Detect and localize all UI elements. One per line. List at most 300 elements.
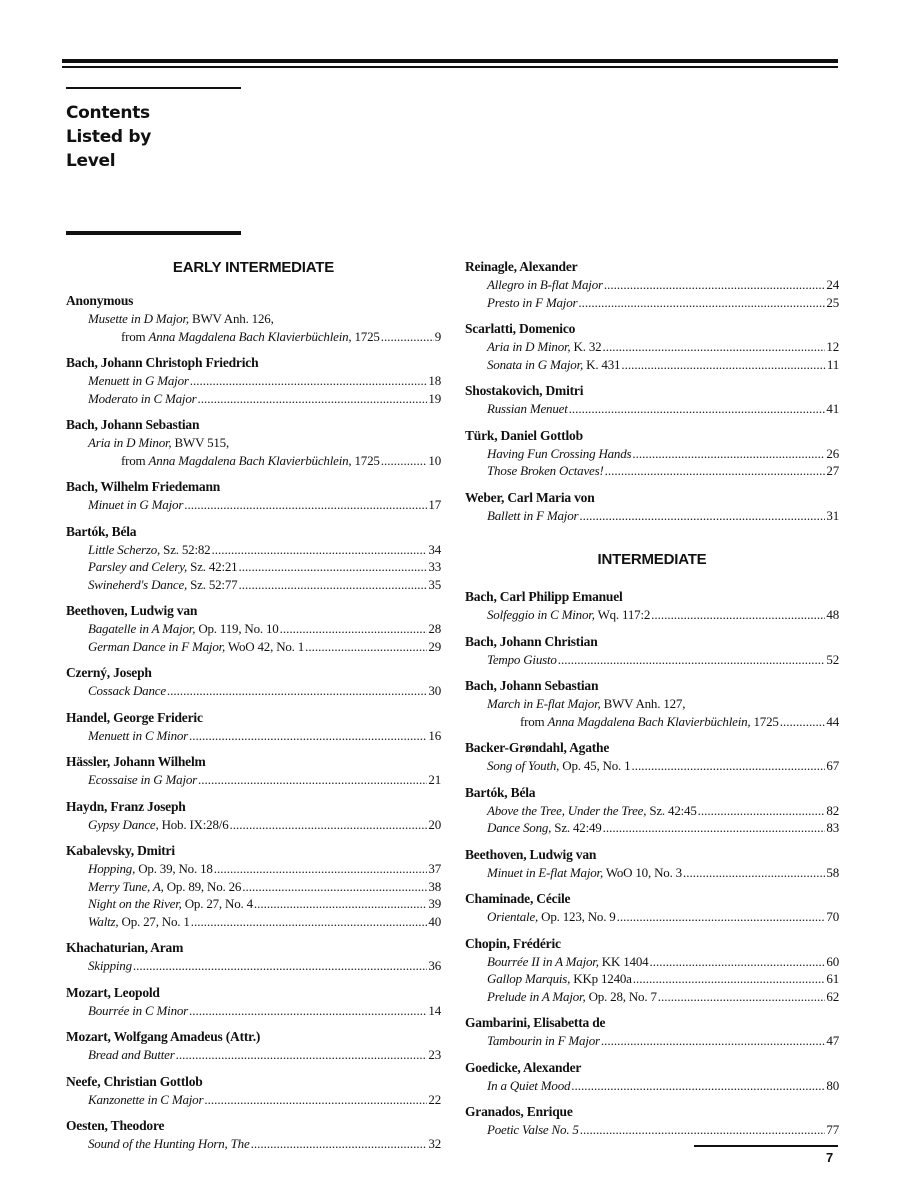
piece-title-italic: Dance Song, [487,820,552,835]
piece-title-italic: Minuet in G Major [88,497,184,512]
piece-title-italic: Solfeggio in C Minor, [487,607,595,622]
piece-title [88,878,241,896]
composer-name: Beethoven, Ludwig van [66,603,198,618]
composer-entry [465,320,839,373]
level-heading-intermediate: INTERMEDIATE [597,551,707,568]
piece-title-italic: Swineherd's Dance, [88,576,188,592]
piece-entry [465,462,839,480]
piece-entry [66,913,441,931]
piece-title [88,913,190,931]
piece-entry [66,1135,441,1153]
dot-leader [238,576,427,594]
piece-catalog: Op. 119, No. 10 [195,621,279,636]
piece-title-italic: Aria in D Minor, [487,339,571,354]
dot-leader [617,908,826,926]
piece-title-italic: Parsley and Celery, [88,559,188,574]
piece-title [88,541,210,559]
piece-entry [66,452,441,470]
page-ref: 35 [428,576,441,592]
composer-name: Bach, Johann Sebastian [465,678,599,693]
page-ref: 32 [428,1136,441,1151]
piece-catalog: Wq. 117:2 [594,607,651,622]
composer-entry [465,588,839,624]
dot-leader [238,558,427,576]
composer-name: Bach, Johann Christoph Friedrich [66,355,259,370]
composer-entry [66,602,441,655]
dot-leader [242,878,427,896]
piece-entry [66,434,441,452]
piece-catalog: Op. 27, No. 1 [118,913,190,929]
page-ref: 25 [826,294,839,310]
piece-title [88,434,229,452]
page-ref: 47 [826,1033,839,1048]
page-ref: 27 [826,463,839,478]
page-ref: 62 [826,988,839,1004]
piece-entry [66,620,441,638]
piece-entry [465,819,839,837]
dot-leader [602,338,825,356]
page-ref: 28 [428,621,441,636]
piece-catalog: Sz. 42:45 [646,802,697,818]
page-ref: 38 [428,878,441,894]
piece-entry [465,757,839,775]
section-rule [66,231,241,235]
composer-entry [465,489,839,525]
composer-entry [465,1103,839,1139]
piece-title-italic: In a Quiet Mood [487,1077,571,1093]
piece-title [487,695,685,713]
composer-name: Czerný, Joseph [66,665,152,680]
piece-title-italic: Night on the River, [88,896,182,911]
page-ref: 26 [826,445,839,461]
piece-title [88,638,304,656]
page-ref: 18 [428,373,441,388]
composer-name: Bartók, Béla [465,784,536,800]
composer-entry [66,798,441,834]
piece-entry [66,310,441,328]
composer-name: Mozart, Leopold [66,984,160,1000]
piece-title [88,860,213,878]
level-heading-early-intermediate: EARLY INTERMEDIATE [172,259,335,276]
page-ref: 17 [428,497,441,512]
piece-catalog: WoO 42, No. 1 [225,638,305,654]
piece-title-italic: Gallop Marquis, [487,971,571,986]
piece-entry [465,953,839,971]
piece-title-italic: Prelude in A Major, [487,988,586,1004]
page-ref: 29 [428,638,441,654]
piece-title-italic: Tempo Giusto [487,651,557,667]
piece-title [88,771,197,789]
composer-entry [66,292,441,345]
page-ref: 24 [826,277,839,292]
piece-source-prefix: from [121,452,149,468]
piece-entry [66,541,441,559]
piece-entry [465,651,839,669]
piece-entry [465,802,839,820]
piece-title-italic: Orientale, [487,909,539,924]
composer-entry [465,935,839,1006]
piece-title [487,988,657,1006]
piece-title [487,356,620,374]
piece-entry [66,895,441,913]
piece-catalog: Op. 27, No. 4 [181,896,253,911]
piece-title-italic: Menuett in C Minor [88,727,189,743]
piece-title [487,1077,570,1095]
composer-name: Goedicke, Alexander [465,1059,582,1075]
piece-title [487,651,557,669]
piece-entry [465,1121,839,1139]
composer-entry [465,258,839,311]
piece-title [88,957,132,975]
composer-list-right-early [465,258,839,524]
piece-catalog: Op. 45, No. 1 [559,758,631,773]
piece-title [487,606,650,624]
dot-leader [558,651,826,669]
page-ref: 22 [428,1091,441,1107]
piece-source-year: 1725 [750,713,779,729]
dot-leader [184,496,427,514]
piece-catalog: Op. 39, No. 18 [135,861,213,876]
composer-name: Haydn, Franz Joseph [66,798,186,814]
right-column [465,258,839,1148]
piece-source-title: Anna Magdalena Bach Klavierbüchlein, [148,328,352,344]
piece-title [88,390,197,408]
page-title-line-2: Listed by [66,127,152,147]
dot-leader [190,372,428,390]
composer-entry [465,427,839,480]
page-number: 7 [826,1150,834,1165]
composer-entry [66,1117,441,1153]
piece-catalog: Sz. 42:21 [187,559,238,574]
page-ref: 10 [428,452,441,468]
piece-catalog: K. 32 [570,339,602,354]
composer-name: Bach, Wilhelm Friedemann [66,479,221,494]
composer-name: Bach, Johann Sebastian [66,417,200,432]
composer-entry [66,523,441,594]
page-ref: 77 [826,1122,839,1137]
composer-entry [66,1028,441,1064]
dot-leader [603,819,826,837]
piece-entry [66,328,441,346]
page-ref: 16 [428,727,441,743]
composer-entry [465,784,839,837]
dot-leader [601,1032,825,1050]
piece-title-italic: Little Scherzo, [88,541,161,557]
composer-entry [66,1073,441,1109]
dot-leader [251,1135,428,1153]
piece-catalog: Sz. 42:49 [551,820,602,835]
composer-name: Anonymous [66,293,134,308]
left-column [66,258,441,1162]
piece-title [487,908,616,926]
dot-leader [683,864,825,882]
piece-title [487,864,682,882]
piece-catalog: Op. 89, No. 26 [163,878,242,894]
composer-entry [465,382,839,418]
piece-catalog: BWV Anh. 127, [600,696,686,711]
piece-entry [465,864,839,882]
dot-leader [780,713,826,731]
piece-title [487,802,697,820]
piece-title-italic: Bread and Butter [88,1047,175,1062]
dot-leader [605,462,826,480]
composer-entry [465,633,839,669]
page-ref: 44 [826,713,839,729]
piece-title-italic: Skipping [88,958,132,973]
piece-catalog: Sz. 52:82 [160,541,211,557]
piece-title-italic: Hopping, [88,861,136,876]
piece-entry [465,1032,839,1050]
page-title-line-3: Level [66,151,116,171]
page-ref: 11 [826,356,839,372]
piece-entry [66,771,441,789]
page-ref: 19 [428,390,441,406]
composer-name: Khachaturian, Aram [66,940,184,955]
piece-catalog: Op. 123, No. 9 [538,909,616,924]
piece-catalog: KK 1404 [598,953,649,969]
composer-name: Backer-Grøndahl, Agathe [465,740,610,755]
piece-title-italic: Song of Youth, [487,758,560,773]
piece-title-italic: Gypsy Dance, [88,816,159,832]
page-ref: 12 [826,339,839,354]
dot-leader [211,541,427,559]
composer-entry [66,753,441,789]
piece-entry [66,816,441,834]
page-ref: 39 [428,896,441,911]
page-ref: 23 [428,1047,441,1062]
piece-title [88,558,237,576]
page-ref: 21 [428,772,441,787]
dot-leader [198,771,427,789]
dot-leader [580,1121,826,1139]
piece-entry [465,356,839,374]
composer-list-left [66,292,441,1153]
composer-name: Türk, Daniel Gottlob [465,427,583,443]
piece-title [487,970,632,988]
piece-catalog: BWV 515, [171,435,230,450]
piece-title-italic: Cossack Dance [88,683,166,698]
dot-leader [176,1046,428,1064]
piece-source-title: Anna Magdalena Bach Klavierbüchlein, [148,452,352,468]
page-ref: 33 [428,559,441,574]
composer-entry [465,677,839,730]
composer-entry [465,1014,839,1050]
page-ref: 60 [826,953,839,969]
piece-entry [66,496,441,514]
piece-title [487,507,578,525]
page-ref: 30 [428,683,441,698]
page-ref: 58 [826,864,839,880]
piece-title [487,462,604,480]
piece-title [487,1121,579,1139]
piece-title [88,682,166,700]
piece-title [88,1002,188,1020]
piece-title-italic: Sound of the Hunting Horn, The [88,1136,250,1151]
piece-title-italic: Waltz, [88,913,119,929]
piece-catalog: KKp 1240a [570,971,632,986]
dot-leader [133,957,427,975]
piece-catalog: Op. 28, No. 7 [585,988,657,1004]
piece-entry [465,445,839,463]
page-ref: 82 [826,802,839,818]
composer-name: Hässler, Johann Wilhelm [66,754,206,769]
piece-entry [465,988,839,1006]
piece-title-italic: Musette in D Major, [88,311,189,326]
page-ref: 14 [428,1002,441,1018]
piece-entry [66,727,441,745]
page-ref: 36 [428,958,441,973]
piece-title [487,757,630,775]
page-ref: 80 [826,1077,839,1093]
piece-title-italic: Merry Tune, A, [88,878,164,894]
piece-title-italic: Aria in D Minor, [88,435,172,450]
dot-leader [280,620,428,638]
piece-entry [66,1046,441,1064]
composer-entry [66,939,441,975]
composer-name: Bach, Johann Christian [465,633,598,649]
dot-leader [230,816,428,834]
piece-title-italic: Bagatelle in A Major, [88,621,196,636]
composer-name: Mozart, Wolfgang Amadeus (Attr.) [66,1029,261,1044]
composer-name: Reinagle, Alexander [465,259,578,274]
piece-title-italic: Bourrée in C Minor [88,1002,189,1018]
piece-entry [66,860,441,878]
piece-title-italic: Tambourin in F Major [487,1033,600,1048]
piece-entry [465,400,839,418]
page-ref: 34 [428,541,441,557]
dot-leader [191,913,428,931]
dot-leader [254,895,427,913]
piece-title-italic: Presto in F Major [487,294,578,310]
composer-entry [66,842,441,930]
dot-leader [189,727,427,745]
piece-catalog: Sz. 52:77 [187,576,238,592]
piece-title [121,452,380,470]
piece-title-italic: Russian Menuet [487,401,568,416]
piece-source-year: 1725 [351,328,380,344]
piece-title [88,727,188,745]
composer-name: Chaminade, Cécile [465,891,571,906]
piece-title [487,276,603,294]
piece-title-italic: Minuet in E-flat Major, [487,864,603,880]
page-ref: 48 [826,607,839,622]
page-title-line-1: Contents [66,103,150,123]
dot-leader [214,860,428,878]
composer-name: Chopin, Frédéric [465,935,561,951]
dot-leader [569,400,826,418]
composer-name: Oesten, Theodore [66,1118,165,1133]
dot-leader [189,1002,427,1020]
piece-entry [66,1002,441,1020]
piece-entry [66,390,441,408]
piece-title [487,953,648,971]
piece-title [88,496,183,514]
piece-entry [66,1091,441,1109]
piece-title [487,294,577,312]
composer-name: Handel, George Frideric [66,709,203,725]
piece-title [88,620,279,638]
piece-entry [465,1077,839,1095]
piece-title-italic: Those Broken Octaves! [487,463,604,478]
piece-entry [66,638,441,656]
dot-leader [579,507,825,525]
top-double-rule [62,59,838,69]
piece-title [487,445,631,463]
piece-title-italic: Ballett in F Major [487,507,579,523]
piece-catalog: Hob. IX:28/6 [158,816,229,832]
piece-entry [465,338,839,356]
composer-entry [465,1059,839,1095]
piece-source-title: Anna Magdalena Bach Klavierbüchlein, [547,713,751,729]
piece-title [487,819,602,837]
dot-leader [633,970,826,988]
composer-name: Gambarini, Elisabetta de [465,1015,606,1030]
page-ref: 41 [826,401,839,416]
composer-entry [465,890,839,926]
dot-leader [381,328,434,346]
piece-entry [66,372,441,390]
piece-catalog: BWV Anh. 126, [188,311,274,326]
dot-leader [204,1091,427,1109]
dot-leader [651,606,825,624]
piece-title-italic: Kanzonette in C Major [88,1091,204,1107]
piece-catalog: K. 431 [583,356,621,372]
composer-name: Kabalevsky, Dmitri [66,843,175,858]
composer-entry [66,664,441,700]
piece-source-prefix: from [520,713,548,729]
piece-title [487,400,568,418]
piece-source-year: 1725 [351,452,380,468]
page-ref: 52 [826,651,839,667]
dot-leader [632,445,825,463]
dot-leader [698,802,826,820]
piece-title-italic: Allegro in B-flat Major [487,277,603,292]
piece-entry [66,558,441,576]
page-ref: 9 [434,328,441,344]
dot-leader [305,638,427,656]
composer-entry [66,709,441,745]
composer-entry [66,416,441,469]
footer-rule [694,1145,838,1147]
piece-title [88,576,237,594]
piece-entry [66,878,441,896]
piece-title [121,328,380,346]
piece-title-italic: Ecossaise in G Major [88,772,198,787]
top-rule-thick [62,59,838,63]
piece-title-italic: Above the Tree, Under the Tree, [487,802,647,818]
piece-entry [465,276,839,294]
dot-leader [578,294,825,312]
dot-leader [604,276,826,294]
composer-name: Shostakovich, Dmitri [465,383,584,398]
composer-name: Neefe, Christian Gottlob [66,1073,203,1089]
page-title [66,101,151,173]
piece-title [88,310,274,328]
composer-entry [66,984,441,1020]
composer-entry [465,846,839,882]
dot-leader [658,988,826,1006]
composer-name: Scarlatti, Domenico [465,321,576,336]
piece-title-italic: Poetic Valse No. 5 [487,1122,579,1137]
piece-entry [66,682,441,700]
composer-name: Bartók, Béla [66,523,137,539]
page-ref: 67 [826,758,839,773]
piece-title [487,1032,600,1050]
piece-title [520,713,779,731]
piece-title [487,338,601,356]
piece-title [88,1135,250,1153]
piece-title-italic: Moderato in C Major [88,390,197,406]
